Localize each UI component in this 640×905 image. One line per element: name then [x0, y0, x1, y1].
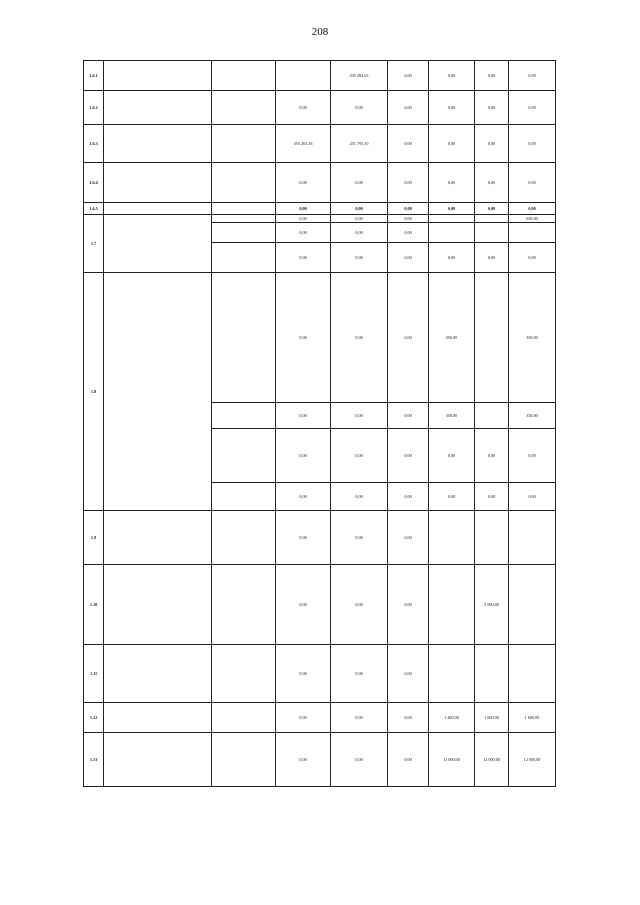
- funding-value: 0,00: [388, 223, 429, 243]
- funding-value: 0,00: [429, 483, 475, 511]
- row-number: 1.12: [84, 703, 104, 733]
- funding-value: 0,00: [276, 645, 331, 703]
- executor-cell: [212, 403, 276, 429]
- table-row: [84, 511, 556, 565]
- funding-value: 2 000,00: [475, 565, 509, 645]
- funding-value: 0,00: [276, 223, 331, 243]
- funding-value: 0,00: [429, 163, 475, 203]
- funding-value: 0,00: [388, 483, 429, 511]
- executor-cell: [212, 243, 276, 273]
- funding-value: 0,00: [509, 163, 556, 203]
- executor-cell: [212, 273, 276, 403]
- table-row: [84, 91, 556, 125]
- funding-value: 0,00: [475, 125, 509, 163]
- table-row: [84, 273, 556, 403]
- funding-value: [429, 565, 475, 645]
- funding-value: 1 600,00: [509, 703, 556, 733]
- funding-value: 0,00: [475, 243, 509, 273]
- funding-value: 0,00: [429, 125, 475, 163]
- funding-value: [509, 645, 556, 703]
- funding-value: [475, 403, 509, 429]
- funding-value: 0,00: [276, 733, 331, 787]
- funding-value: 0,00: [388, 163, 429, 203]
- activity-description: [104, 61, 212, 91]
- funding-value: 0,00: [388, 703, 429, 733]
- executor-cell: [212, 483, 276, 511]
- funding-value: 0,00: [331, 403, 388, 429]
- executor-cell: [212, 163, 276, 203]
- activity-description: [104, 203, 212, 215]
- funding-value: 0,00: [509, 203, 556, 215]
- executor-cell: [212, 645, 276, 703]
- funding-value: [475, 645, 509, 703]
- funding-value: 0,00: [276, 91, 331, 125]
- table-row: [84, 163, 556, 203]
- row-number: 1.8: [84, 273, 104, 511]
- row-number: 1.9: [84, 511, 104, 565]
- funding-value: 0,00: [475, 429, 509, 483]
- executor-cell: [212, 703, 276, 733]
- funding-value: [509, 565, 556, 645]
- funding-value: 0,00: [475, 91, 509, 125]
- row-number: 1.13: [84, 733, 104, 787]
- table-body: [84, 61, 556, 787]
- executor-cell: [212, 91, 276, 125]
- funding-value: 350,00: [509, 273, 556, 403]
- table-row: [84, 645, 556, 703]
- activity-description: [104, 511, 212, 565]
- executor-cell: [212, 215, 276, 223]
- row-number: 1.7: [84, 215, 104, 273]
- funding-value: 1 600,00: [475, 703, 509, 733]
- funding-value: 0,00: [509, 91, 556, 125]
- activity-description: [104, 645, 212, 703]
- funding-value: 0,00: [388, 215, 429, 223]
- funding-value: 0,00: [276, 703, 331, 733]
- funding-value: 0,00: [276, 483, 331, 511]
- activity-description: [104, 565, 212, 645]
- funding-value: 0,00: [331, 163, 388, 203]
- funding-value: 0,00: [388, 203, 429, 215]
- funding-value: 12 500,00: [509, 733, 556, 787]
- funding-value: 0,00: [276, 273, 331, 403]
- funding-value: [475, 273, 509, 403]
- funding-value: 0,00: [276, 429, 331, 483]
- funding-value: 0,00: [509, 483, 556, 511]
- activity-description: [104, 215, 212, 273]
- funding-value: 0,00: [509, 125, 556, 163]
- funding-value: 0,00: [475, 163, 509, 203]
- funding-value: [429, 215, 475, 223]
- funding-value: 350,00: [509, 403, 556, 429]
- funding-value: [276, 61, 331, 91]
- activity-description: [104, 163, 212, 203]
- funding-value: 1 400,00: [429, 703, 475, 733]
- funding-value: [475, 511, 509, 565]
- activity-description: [104, 125, 212, 163]
- executor-cell: [212, 203, 276, 215]
- activity-description: [104, 703, 212, 733]
- funding-value: 0,00: [331, 645, 388, 703]
- row-number: 1.6.1: [84, 61, 104, 91]
- row-number: 1.6.5: [84, 203, 104, 215]
- funding-value: [429, 223, 475, 243]
- funding-value: 0,00: [388, 403, 429, 429]
- executor-cell: [212, 223, 276, 243]
- row-number: 1.6.3: [84, 125, 104, 163]
- funding-value: [429, 645, 475, 703]
- funding-value: 0,00: [509, 243, 556, 273]
- funding-value: 0,00: [429, 61, 475, 91]
- funding-value: [509, 511, 556, 565]
- funding-value: 0,00: [388, 243, 429, 273]
- funding-value: 12 000,00: [475, 733, 509, 787]
- funding-value: 650,00: [509, 215, 556, 223]
- row-number: 1.11: [84, 645, 104, 703]
- funding-value: 355 263,16: [276, 125, 331, 163]
- funding-value: [475, 215, 509, 223]
- funding-value: 11 000,00: [429, 733, 475, 787]
- program-activities-table: [83, 60, 556, 787]
- table-row: [84, 703, 556, 733]
- funding-value: 251 795,10: [331, 125, 388, 163]
- funding-value: 0,00: [388, 511, 429, 565]
- table-row: [84, 203, 556, 215]
- row-number: 1.6.2: [84, 91, 104, 125]
- table-row: [84, 61, 556, 91]
- funding-value: 0,00: [331, 483, 388, 511]
- table-row: [84, 565, 556, 645]
- funding-value: 0,00: [331, 733, 388, 787]
- funding-value: 0,00: [276, 243, 331, 273]
- funding-value: 0,00: [331, 565, 388, 645]
- funding-value: [509, 223, 556, 243]
- activity-description: [104, 733, 212, 787]
- funding-value: 0,00: [509, 429, 556, 483]
- executor-cell: [212, 61, 276, 91]
- funding-value: 0,00: [475, 61, 509, 91]
- funding-value: 0,00: [276, 163, 331, 203]
- executor-cell: [212, 125, 276, 163]
- executor-cell: [212, 511, 276, 565]
- row-number: 1.10: [84, 565, 104, 645]
- funding-value: 0,00: [331, 203, 388, 215]
- funding-value: 0,00: [276, 215, 331, 223]
- funding-value: 0,00: [388, 273, 429, 403]
- page-number: 208: [311, 26, 329, 38]
- funding-value: 0,00: [475, 483, 509, 511]
- funding-value: 0,00: [276, 565, 331, 645]
- executor-cell: [212, 733, 276, 787]
- funding-value: 0,00: [331, 243, 388, 273]
- table-row: [84, 733, 556, 787]
- funding-value: 0,00: [331, 223, 388, 243]
- activity-description: [104, 91, 212, 125]
- funding-value: 0,00: [429, 91, 475, 125]
- funding-value: 0,00: [388, 125, 429, 163]
- table-row: [84, 125, 556, 163]
- funding-value: 0,00: [429, 429, 475, 483]
- funding-value: 0,00: [331, 91, 388, 125]
- funding-value: 0,00: [331, 703, 388, 733]
- funding-value: 0,00: [388, 91, 429, 125]
- executor-cell: [212, 429, 276, 483]
- funding-value: 235 282,63: [331, 61, 388, 91]
- funding-value: 0,00: [331, 511, 388, 565]
- row-number: 1.6.4: [84, 163, 104, 203]
- funding-value: 0,00: [388, 429, 429, 483]
- funding-value: [429, 511, 475, 565]
- funding-value: 0,00: [388, 565, 429, 645]
- table-row: [84, 215, 556, 223]
- funding-value: 0,00: [331, 215, 388, 223]
- funding-value: 350,00: [429, 273, 475, 403]
- executor-cell: [212, 565, 276, 645]
- funding-value: 0,00: [388, 61, 429, 91]
- activity-description: [104, 273, 212, 511]
- funding-value: 0,00: [276, 403, 331, 429]
- funding-value: [475, 223, 509, 243]
- funding-value: 0,00: [429, 203, 475, 215]
- funding-value: 350,00: [429, 403, 475, 429]
- funding-value: 0,00: [388, 645, 429, 703]
- funding-value: 0,00: [429, 243, 475, 273]
- funding-value: 0,00: [475, 203, 509, 215]
- funding-value: 0,00: [331, 273, 388, 403]
- funding-value: 0,00: [509, 61, 556, 91]
- funding-value: 0,00: [388, 733, 429, 787]
- funding-value: 0,00: [276, 511, 331, 565]
- funding-value: 0,00: [331, 429, 388, 483]
- funding-value: 0,00: [276, 203, 331, 215]
